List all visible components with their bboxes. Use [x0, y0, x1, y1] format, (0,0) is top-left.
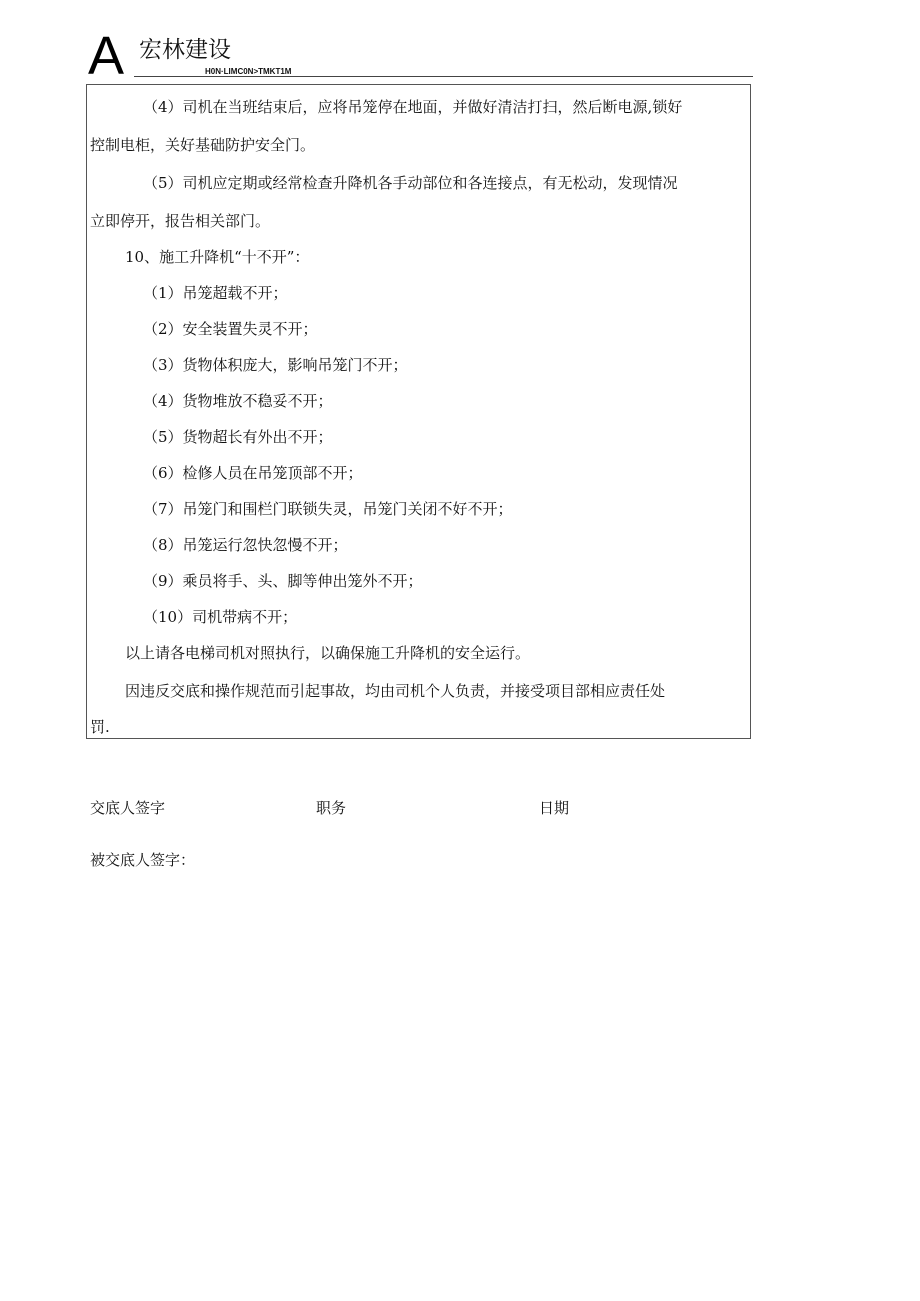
text-line: （9）乘员将手、头、脚等伸出笼外不开；	[143, 572, 423, 590]
text-line: （4）司机在当班结束后，应将吊笼停在地面，并做好清洁打扫，然后断电源,锁好	[143, 98, 683, 116]
date-label: 日期	[539, 799, 570, 817]
text-line: 因违反交底和操作规范而引起事故，均由司机个人负责，并接受项目部相应责任处	[125, 682, 666, 700]
recipient-signature-label: 被交底人签字：	[90, 851, 196, 869]
text-line: （5）货物超长有外出不开；	[143, 428, 333, 446]
text-line: （5）司机应定期或经常检查升降机各手动部位和各连接点，有无松动，发现情况	[143, 174, 678, 192]
company-logo: A	[88, 26, 125, 86]
text-line: 10、施工升降机“十不开”：	[125, 248, 310, 266]
page-header	[88, 26, 753, 86]
text-line: （6）检修人员在吊笼顶部不开；	[143, 464, 363, 482]
text-line: （1）吊笼超载不开；	[143, 284, 288, 302]
text-line: （8）吊笼运行忽快忽慢不开；	[143, 536, 348, 554]
text-line: （10）司机带病不开；	[143, 608, 298, 626]
text-line: （7）吊笼门和围栏门联锁失灵，吊笼门关闭不好不开；	[143, 500, 513, 518]
text-line: （3）货物体积庞大，影响吊笼门不开；	[143, 356, 408, 374]
company-subtitle: H0N·LIMC0N>TMKT1M	[205, 67, 292, 76]
text-line: （2）安全装置失灵不开；	[143, 320, 318, 338]
company-name: 宏林建设	[139, 37, 231, 63]
header-divider	[134, 76, 753, 77]
text-line: 立即停开，报告相关部门。	[90, 212, 271, 230]
text-line: 以上请各电梯司机对照执行，以确保施工升降机的安全运行。	[125, 644, 531, 662]
text-line: 控制电柜，关好基础防护安全门。	[90, 136, 316, 154]
presenter-signature-label: 交底人签字	[90, 799, 166, 817]
position-label: 职务	[316, 799, 347, 817]
content-box	[86, 84, 751, 739]
text-line: 罚.	[90, 718, 110, 736]
text-line: （4）货物堆放不稳妥不开；	[143, 392, 333, 410]
